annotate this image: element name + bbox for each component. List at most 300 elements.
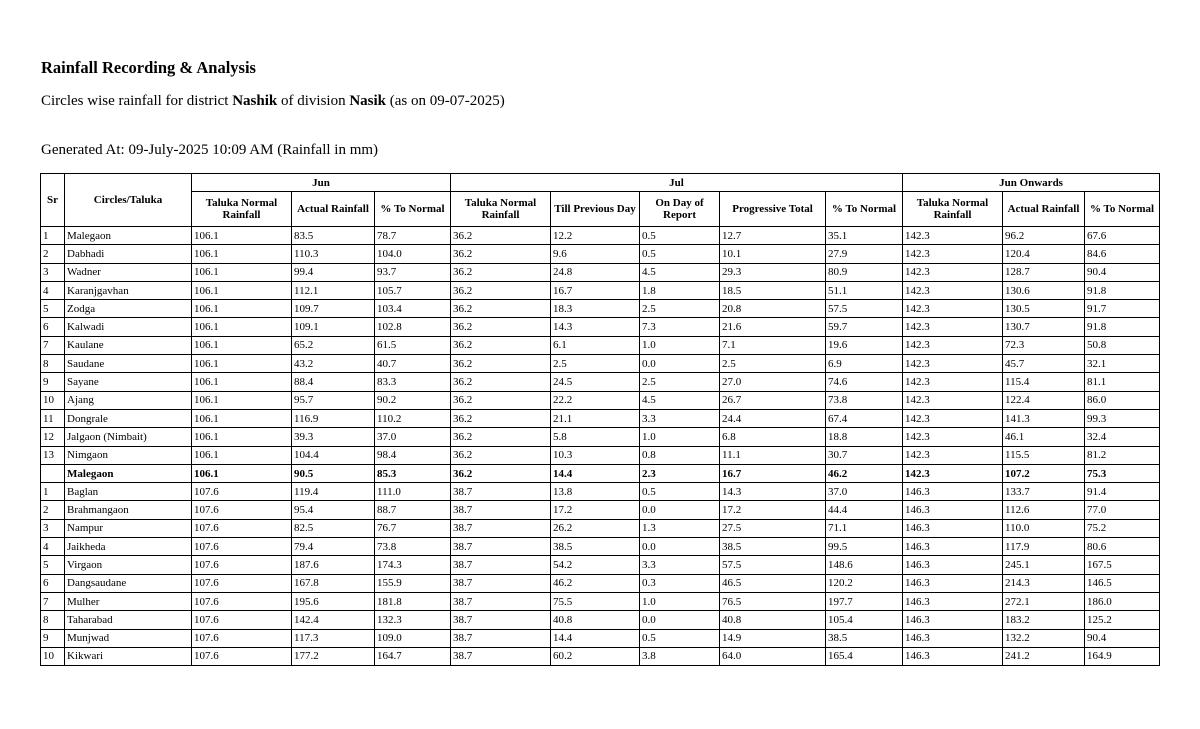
table-row bbox=[41, 428, 1160, 446]
value-cell: 117.3 bbox=[292, 629, 375, 647]
value-cell: 119.4 bbox=[292, 483, 375, 501]
value-cell: 27.9 bbox=[826, 245, 903, 263]
value-cell: 142.3 bbox=[903, 227, 1003, 245]
rainfall-table bbox=[40, 173, 1160, 666]
value-cell: 103.4 bbox=[375, 300, 451, 318]
value-cell: 167.8 bbox=[292, 574, 375, 592]
value-cell: 12.2 bbox=[551, 227, 640, 245]
value-cell: 24.8 bbox=[551, 263, 640, 281]
value-cell: 6.9 bbox=[826, 355, 903, 373]
value-cell: 142.3 bbox=[903, 391, 1003, 409]
value-cell: 81.1 bbox=[1085, 373, 1160, 391]
value-cell: 107.6 bbox=[192, 501, 292, 519]
value-cell: 80.9 bbox=[826, 263, 903, 281]
value-cell: 186.0 bbox=[1085, 592, 1160, 610]
value-cell: 120.2 bbox=[826, 574, 903, 592]
value-cell: 146.3 bbox=[903, 611, 1003, 629]
table-row bbox=[41, 574, 1160, 592]
value-cell: 165.4 bbox=[826, 647, 903, 665]
column-header: Actual Rainfall bbox=[292, 192, 375, 227]
value-cell: 130.5 bbox=[1003, 300, 1085, 318]
district-name: Nashik bbox=[232, 93, 278, 109]
value-cell: 197.7 bbox=[826, 592, 903, 610]
value-cell: 106.1 bbox=[192, 373, 292, 391]
value-cell: 46.2 bbox=[826, 464, 903, 482]
report-subtitle bbox=[41, 93, 505, 110]
value-cell: 146.3 bbox=[903, 519, 1003, 537]
value-cell: 3.3 bbox=[640, 409, 720, 427]
value-cell: 39.3 bbox=[292, 428, 375, 446]
value-cell: 60.2 bbox=[551, 647, 640, 665]
value-cell: 65.2 bbox=[292, 336, 375, 354]
table-row bbox=[41, 263, 1160, 281]
value-cell: 109.0 bbox=[375, 629, 451, 647]
value-cell: 80.6 bbox=[1085, 538, 1160, 556]
value-cell: 46.5 bbox=[720, 574, 826, 592]
value-cell: 1.0 bbox=[640, 592, 720, 610]
report-title: Rainfall Recording & Analysis bbox=[41, 58, 256, 77]
value-cell: 59.7 bbox=[826, 318, 903, 336]
value-cell: 76.7 bbox=[375, 519, 451, 537]
value-cell: 115.4 bbox=[1003, 373, 1085, 391]
value-cell: 106.1 bbox=[192, 336, 292, 354]
value-cell: 38.5 bbox=[826, 629, 903, 647]
value-cell: 57.5 bbox=[720, 556, 826, 574]
value-cell: 37.0 bbox=[375, 428, 451, 446]
value-cell: 133.7 bbox=[1003, 483, 1085, 501]
value-cell: 0.0 bbox=[640, 611, 720, 629]
value-cell: 4.5 bbox=[640, 391, 720, 409]
value-cell: 82.5 bbox=[292, 519, 375, 537]
value-cell: 107.6 bbox=[192, 574, 292, 592]
value-cell: 146.5 bbox=[1085, 574, 1160, 592]
value-cell: 38.7 bbox=[451, 519, 551, 537]
value-cell: 6.8 bbox=[720, 428, 826, 446]
value-cell: 106.1 bbox=[192, 318, 292, 336]
value-cell: 111.0 bbox=[375, 483, 451, 501]
value-cell: 78.7 bbox=[375, 227, 451, 245]
value-cell: 142.3 bbox=[903, 464, 1003, 482]
value-cell: 142.3 bbox=[903, 300, 1003, 318]
value-cell: 30.7 bbox=[826, 446, 903, 464]
sr-cell: 12 bbox=[41, 428, 65, 446]
value-cell: 214.3 bbox=[1003, 574, 1085, 592]
value-cell: 107.6 bbox=[192, 647, 292, 665]
value-cell: 38.7 bbox=[451, 574, 551, 592]
value-cell: 40.8 bbox=[551, 611, 640, 629]
value-cell: 3.3 bbox=[640, 556, 720, 574]
value-cell: 75.5 bbox=[551, 592, 640, 610]
value-cell: 106.1 bbox=[192, 281, 292, 299]
subtitle-prefix: Circles wise rainfall for district bbox=[41, 93, 233, 109]
circle-name-cell: Nampur bbox=[65, 519, 192, 537]
value-cell: 46.2 bbox=[551, 574, 640, 592]
value-cell: 0.8 bbox=[640, 446, 720, 464]
value-cell: 17.2 bbox=[551, 501, 640, 519]
table-row bbox=[41, 592, 1160, 610]
value-cell: 10.3 bbox=[551, 446, 640, 464]
value-cell: 146.3 bbox=[903, 538, 1003, 556]
value-cell: 71.1 bbox=[826, 519, 903, 537]
value-cell: 104.0 bbox=[375, 245, 451, 263]
circle-name-cell: Brahmangaon bbox=[65, 501, 192, 519]
table-row bbox=[41, 281, 1160, 299]
value-cell: 102.8 bbox=[375, 318, 451, 336]
value-cell: 146.3 bbox=[903, 556, 1003, 574]
value-cell: 93.7 bbox=[375, 263, 451, 281]
value-cell: 76.5 bbox=[720, 592, 826, 610]
table-row bbox=[41, 611, 1160, 629]
circle-name-cell: Dabhadi bbox=[65, 245, 192, 263]
sr-cell: 8 bbox=[41, 611, 65, 629]
value-cell: 142.3 bbox=[903, 263, 1003, 281]
value-cell: 132.2 bbox=[1003, 629, 1085, 647]
value-cell: 142.3 bbox=[903, 281, 1003, 299]
value-cell: 142.3 bbox=[903, 446, 1003, 464]
value-cell: 36.2 bbox=[451, 300, 551, 318]
value-cell: 14.3 bbox=[720, 483, 826, 501]
value-cell: 91.8 bbox=[1085, 281, 1160, 299]
value-cell: 83.3 bbox=[375, 373, 451, 391]
column-header: On Day of Report bbox=[640, 192, 720, 227]
value-cell: 84.6 bbox=[1085, 245, 1160, 263]
value-cell: 1.8 bbox=[640, 281, 720, 299]
value-cell: 107.6 bbox=[192, 538, 292, 556]
value-cell: 40.7 bbox=[375, 355, 451, 373]
table-row bbox=[41, 647, 1160, 665]
sr-cell: 5 bbox=[41, 300, 65, 318]
subtitle-middle: of division bbox=[277, 93, 350, 109]
value-cell: 272.1 bbox=[1003, 592, 1085, 610]
value-cell: 245.1 bbox=[1003, 556, 1085, 574]
value-cell: 61.5 bbox=[375, 336, 451, 354]
value-cell: 110.3 bbox=[292, 245, 375, 263]
sr-cell: 7 bbox=[41, 336, 65, 354]
column-header: % To Normal bbox=[1085, 192, 1160, 227]
value-cell: 98.4 bbox=[375, 446, 451, 464]
value-cell: 46.1 bbox=[1003, 428, 1085, 446]
value-cell: 7.3 bbox=[640, 318, 720, 336]
circle-name-cell: Munjwad bbox=[65, 629, 192, 647]
value-cell: 187.6 bbox=[292, 556, 375, 574]
value-cell: 14.4 bbox=[551, 629, 640, 647]
column-header: Taluka Normal Rainfall bbox=[192, 192, 292, 227]
value-cell: 106.1 bbox=[192, 409, 292, 427]
sr-cell: 8 bbox=[41, 355, 65, 373]
value-cell: 14.9 bbox=[720, 629, 826, 647]
sr-cell: 4 bbox=[41, 538, 65, 556]
table-row bbox=[41, 227, 1160, 245]
value-cell: 38.7 bbox=[451, 592, 551, 610]
value-cell: 0.0 bbox=[640, 501, 720, 519]
value-cell: 88.4 bbox=[292, 373, 375, 391]
table-row bbox=[41, 556, 1160, 574]
value-cell: 177.2 bbox=[292, 647, 375, 665]
value-cell: 142.3 bbox=[903, 373, 1003, 391]
value-cell: 105.4 bbox=[826, 611, 903, 629]
circle-name-cell: Wadner bbox=[65, 263, 192, 281]
value-cell: 83.5 bbox=[292, 227, 375, 245]
value-cell: 142.4 bbox=[292, 611, 375, 629]
value-cell: 174.3 bbox=[375, 556, 451, 574]
value-cell: 0.0 bbox=[640, 538, 720, 556]
value-cell: 73.8 bbox=[375, 538, 451, 556]
sr-cell: 2 bbox=[41, 245, 65, 263]
value-cell: 43.2 bbox=[292, 355, 375, 373]
column-header: % To Normal bbox=[826, 192, 903, 227]
circle-name-cell: Mulher bbox=[65, 592, 192, 610]
value-cell: 116.9 bbox=[292, 409, 375, 427]
value-cell: 1.3 bbox=[640, 519, 720, 537]
value-cell: 9.6 bbox=[551, 245, 640, 263]
value-cell: 4.5 bbox=[640, 263, 720, 281]
value-cell: 91.4 bbox=[1085, 483, 1160, 501]
value-cell: 91.8 bbox=[1085, 318, 1160, 336]
value-cell: 36.2 bbox=[451, 464, 551, 482]
value-cell: 17.2 bbox=[720, 501, 826, 519]
value-cell: 106.1 bbox=[192, 227, 292, 245]
value-cell: 27.0 bbox=[720, 373, 826, 391]
value-cell: 57.5 bbox=[826, 300, 903, 318]
value-cell: 24.5 bbox=[551, 373, 640, 391]
value-cell: 110.0 bbox=[1003, 519, 1085, 537]
value-cell: 181.8 bbox=[375, 592, 451, 610]
value-cell: 130.7 bbox=[1003, 318, 1085, 336]
value-cell: 11.1 bbox=[720, 446, 826, 464]
circle-name-cell: Dangsaudane bbox=[65, 574, 192, 592]
circle-name-cell: Kaulane bbox=[65, 336, 192, 354]
value-cell: 241.2 bbox=[1003, 647, 1085, 665]
sr-cell: 9 bbox=[41, 629, 65, 647]
value-cell: 32.1 bbox=[1085, 355, 1160, 373]
value-cell: 38.7 bbox=[451, 647, 551, 665]
value-cell: 106.1 bbox=[192, 464, 292, 482]
column-header: Actual Rainfall bbox=[1003, 192, 1085, 227]
value-cell: 26.7 bbox=[720, 391, 826, 409]
value-cell: 38.5 bbox=[720, 538, 826, 556]
subtitle-suffix: (as on 09-07-2025) bbox=[386, 93, 505, 109]
table-row bbox=[41, 629, 1160, 647]
table-row bbox=[41, 300, 1160, 318]
circle-name-cell: Zodga bbox=[65, 300, 192, 318]
value-cell: 36.2 bbox=[451, 428, 551, 446]
value-cell: 0.5 bbox=[640, 629, 720, 647]
sr-cell: 3 bbox=[41, 519, 65, 537]
value-cell: 27.5 bbox=[720, 519, 826, 537]
value-cell: 155.9 bbox=[375, 574, 451, 592]
value-cell: 26.2 bbox=[551, 519, 640, 537]
sr-cell: 7 bbox=[41, 592, 65, 610]
value-cell: 142.3 bbox=[903, 245, 1003, 263]
value-cell: 183.2 bbox=[1003, 611, 1085, 629]
sr-cell: 6 bbox=[41, 574, 65, 592]
value-cell: 21.1 bbox=[551, 409, 640, 427]
table-row bbox=[41, 538, 1160, 556]
circle-name-cell: Karanjgavhan bbox=[65, 281, 192, 299]
value-cell: 99.5 bbox=[826, 538, 903, 556]
table-row bbox=[41, 336, 1160, 354]
group-header-jun-onwards: Jun Onwards bbox=[903, 174, 1160, 192]
value-cell: 110.2 bbox=[375, 409, 451, 427]
value-cell: 38.7 bbox=[451, 501, 551, 519]
value-cell: 90.4 bbox=[1085, 263, 1160, 281]
value-cell: 130.6 bbox=[1003, 281, 1085, 299]
circle-name-cell: Kikwari bbox=[65, 647, 192, 665]
value-cell: 79.4 bbox=[292, 538, 375, 556]
value-cell: 77.0 bbox=[1085, 501, 1160, 519]
value-cell: 106.1 bbox=[192, 446, 292, 464]
value-cell: 36.2 bbox=[451, 318, 551, 336]
value-cell: 115.5 bbox=[1003, 446, 1085, 464]
value-cell: 146.3 bbox=[903, 647, 1003, 665]
value-cell: 24.4 bbox=[720, 409, 826, 427]
value-cell: 107.6 bbox=[192, 592, 292, 610]
value-cell: 50.8 bbox=[1085, 336, 1160, 354]
circle-name-cell: Taharabad bbox=[65, 611, 192, 629]
value-cell: 142.3 bbox=[903, 318, 1003, 336]
value-cell: 6.1 bbox=[551, 336, 640, 354]
value-cell: 104.4 bbox=[292, 446, 375, 464]
table-row bbox=[41, 446, 1160, 464]
value-cell: 99.3 bbox=[1085, 409, 1160, 427]
value-cell: 12.7 bbox=[720, 227, 826, 245]
sr-cell: 1 bbox=[41, 227, 65, 245]
value-cell: 107.6 bbox=[192, 519, 292, 537]
value-cell: 2.5 bbox=[551, 355, 640, 373]
value-cell: 16.7 bbox=[720, 464, 826, 482]
value-cell: 125.2 bbox=[1085, 611, 1160, 629]
value-cell: 86.0 bbox=[1085, 391, 1160, 409]
table-row bbox=[41, 519, 1160, 537]
value-cell: 38.7 bbox=[451, 483, 551, 501]
sr-cell: 10 bbox=[41, 391, 65, 409]
value-cell: 64.0 bbox=[720, 647, 826, 665]
value-cell: 85.3 bbox=[375, 464, 451, 482]
circle-name-cell: Jalgaon (Nimbait) bbox=[65, 428, 192, 446]
value-cell: 117.9 bbox=[1003, 538, 1085, 556]
generated-timestamp: Generated At: 09-July-2025 10:09 AM (Rainfall in mm) bbox=[41, 142, 379, 158]
value-cell: 38.7 bbox=[451, 629, 551, 647]
total-row bbox=[41, 464, 1160, 482]
value-cell: 19.6 bbox=[826, 336, 903, 354]
sr-cell: 6 bbox=[41, 318, 65, 336]
value-cell: 36.2 bbox=[451, 281, 551, 299]
table-row bbox=[41, 483, 1160, 501]
value-cell: 106.1 bbox=[192, 263, 292, 281]
value-cell: 95.4 bbox=[292, 501, 375, 519]
value-cell: 38.7 bbox=[451, 538, 551, 556]
sr-cell: 10 bbox=[41, 647, 65, 665]
value-cell: 67.4 bbox=[826, 409, 903, 427]
column-header: Till Previous Day bbox=[551, 192, 640, 227]
value-cell: 0.0 bbox=[640, 355, 720, 373]
value-cell: 107.2 bbox=[1003, 464, 1085, 482]
value-cell: 36.2 bbox=[451, 227, 551, 245]
value-cell: 105.7 bbox=[375, 281, 451, 299]
sr-cell: 9 bbox=[41, 373, 65, 391]
value-cell: 45.7 bbox=[1003, 355, 1085, 373]
value-cell: 195.6 bbox=[292, 592, 375, 610]
circle-name-cell: Jaikheda bbox=[65, 538, 192, 556]
sr-cell: 1 bbox=[41, 483, 65, 501]
value-cell: 106.1 bbox=[192, 245, 292, 263]
value-cell: 73.8 bbox=[826, 391, 903, 409]
value-cell: 107.6 bbox=[192, 629, 292, 647]
group-header-jun: Jun bbox=[192, 174, 451, 192]
value-cell: 106.1 bbox=[192, 355, 292, 373]
table-row bbox=[41, 409, 1160, 427]
sr-cell: 2 bbox=[41, 501, 65, 519]
value-cell: 88.7 bbox=[375, 501, 451, 519]
value-cell: 164.9 bbox=[1085, 647, 1160, 665]
value-cell: 142.3 bbox=[903, 428, 1003, 446]
value-cell: 112.6 bbox=[1003, 501, 1085, 519]
value-cell: 109.1 bbox=[292, 318, 375, 336]
sr-cell: 11 bbox=[41, 409, 65, 427]
value-cell: 20.8 bbox=[720, 300, 826, 318]
value-cell: 106.1 bbox=[192, 391, 292, 409]
value-cell: 38.7 bbox=[451, 556, 551, 574]
value-cell: 81.2 bbox=[1085, 446, 1160, 464]
value-cell: 37.0 bbox=[826, 483, 903, 501]
sr-header: Sr bbox=[41, 174, 65, 227]
value-cell: 1.0 bbox=[640, 428, 720, 446]
sr-cell: 5 bbox=[41, 556, 65, 574]
value-cell: 36.2 bbox=[451, 391, 551, 409]
value-cell: 96.2 bbox=[1003, 227, 1085, 245]
value-cell: 107.6 bbox=[192, 483, 292, 501]
table-row bbox=[41, 245, 1160, 263]
table-row bbox=[41, 373, 1160, 391]
value-cell: 7.1 bbox=[720, 336, 826, 354]
value-cell: 32.4 bbox=[1085, 428, 1160, 446]
circle-name-cell: Malegaon bbox=[65, 464, 192, 482]
value-cell: 21.6 bbox=[720, 318, 826, 336]
value-cell: 142.3 bbox=[903, 355, 1003, 373]
value-cell: 13.8 bbox=[551, 483, 640, 501]
value-cell: 146.3 bbox=[903, 501, 1003, 519]
division-name: Nasik bbox=[349, 93, 387, 109]
value-cell: 75.3 bbox=[1085, 464, 1160, 482]
circle-name-cell: Kalwadi bbox=[65, 318, 192, 336]
value-cell: 2.5 bbox=[720, 355, 826, 373]
table-row bbox=[41, 391, 1160, 409]
value-cell: 36.2 bbox=[451, 355, 551, 373]
value-cell: 14.4 bbox=[551, 464, 640, 482]
value-cell: 148.6 bbox=[826, 556, 903, 574]
value-cell: 146.3 bbox=[903, 592, 1003, 610]
circle-name-cell: Ajang bbox=[65, 391, 192, 409]
table-row bbox=[41, 355, 1160, 373]
value-cell: 146.3 bbox=[903, 574, 1003, 592]
value-cell: 22.2 bbox=[551, 391, 640, 409]
value-cell: 128.7 bbox=[1003, 263, 1085, 281]
value-cell: 99.4 bbox=[292, 263, 375, 281]
column-header: Progressive Total bbox=[720, 192, 826, 227]
value-cell: 75.2 bbox=[1085, 519, 1160, 537]
value-cell: 120.4 bbox=[1003, 245, 1085, 263]
value-cell: 107.6 bbox=[192, 611, 292, 629]
value-cell: 38.5 bbox=[551, 538, 640, 556]
value-cell: 0.5 bbox=[640, 483, 720, 501]
circle-name-cell: Malegaon bbox=[65, 227, 192, 245]
value-cell: 36.2 bbox=[451, 373, 551, 391]
value-cell: 0.5 bbox=[640, 245, 720, 263]
value-cell: 18.8 bbox=[826, 428, 903, 446]
value-cell: 36.2 bbox=[451, 336, 551, 354]
value-cell: 36.2 bbox=[451, 446, 551, 464]
column-header: Taluka Normal Rainfall bbox=[903, 192, 1003, 227]
